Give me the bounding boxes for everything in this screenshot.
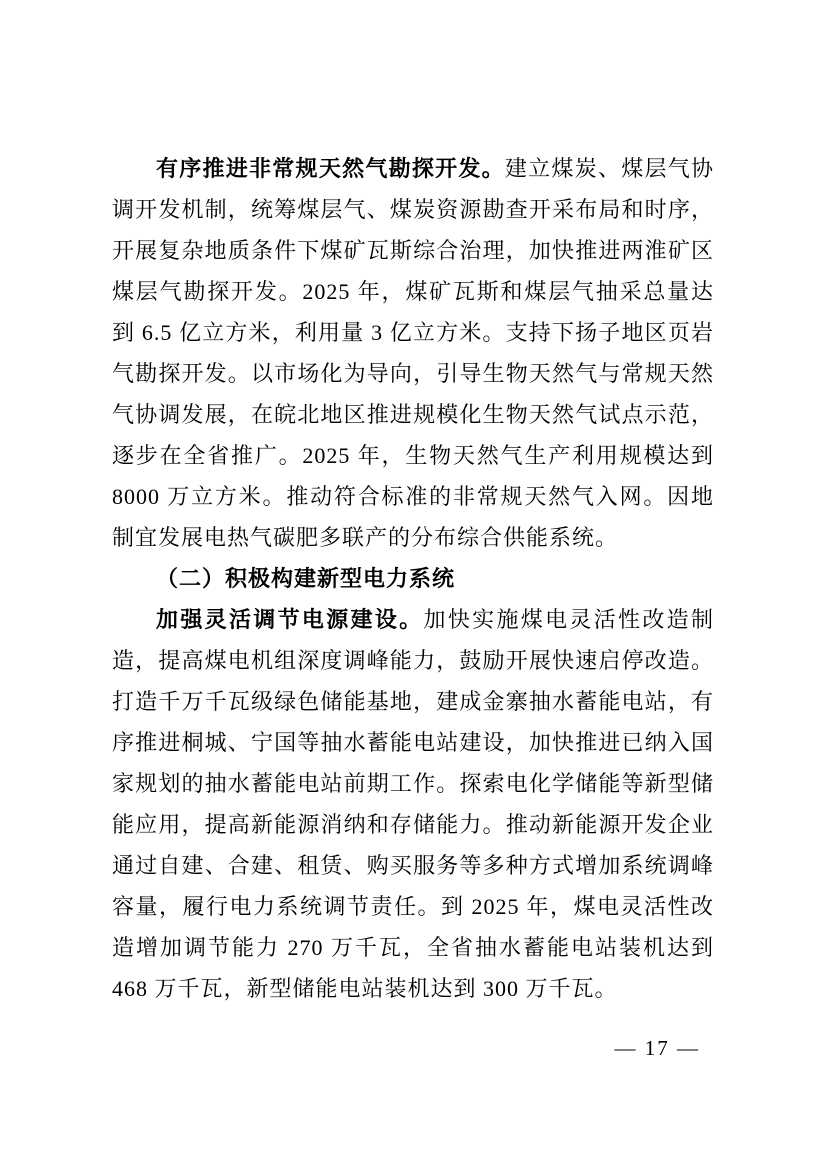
paragraph-lead-flexible-power: 加强灵活调节电源建设。 [156,607,424,632]
section-heading-new-power-system: （二）积极构建新型电力系统 [156,566,456,591]
paragraph-body-flexible-power: 加快实施煤电灵活性改造制造，提高煤电机组深度调峰能力，鼓励开展快速启停改造。打造千万千瓦级绿色储能基地，建成金寨抽水蓄能电站，有序推进桐城、宁国等抽水蓄能电站建设，加快推进已纳入国家规划的抽水蓄能电站前期工作。探索电化学储能等新型储能应用，提高新能源消纳和存储能力。推动新能源开发企业通过自建、合建、租赁、购买服务等多种方式增加系统调峰容量，履行电力系统调节责任。到 2025 年，煤电灵活性改造增加调节能力 270 万千瓦，全省抽水蓄能电站装机达到 468 万千瓦，新型储能电站装机达到 300 万千瓦。 [112,607,714,1001]
document-content [112,148,714,1009]
paragraph-unconventional-gas [112,148,714,558]
paragraph-flexible-power [112,599,714,1009]
paragraph-lead-unconventional-gas: 有序推进非常规天然气勘探开发。 [156,156,505,181]
page-number: — 17 — [614,1036,700,1060]
paragraph-body-unconventional-gas: 建立煤炭、煤层气协调开发机制，统筹煤层气、煤炭资源勘查开采布局和时序，开展复杂地质条件下煤矿瓦斯综合治理，加快推进两淮矿区煤层气勘探开发。2025 年，煤矿瓦斯和煤层气抽采总量达到 6.5 亿立方米，利用量 3 亿立方米。支持下扬子地区页岩气勘探开发。以市场化为导向，引导生物天然气与常规天然气协调发展，在皖北地区推进规模化生物天然气试点示范，逐步在全省推广。2025 年，生物天然气生产利用规模达到 8000 万立方米。推动符合标准的非常规天然气入网。因地制宜发展电热气碳肥多联产的分布综合供能系统。 [112,156,714,550]
